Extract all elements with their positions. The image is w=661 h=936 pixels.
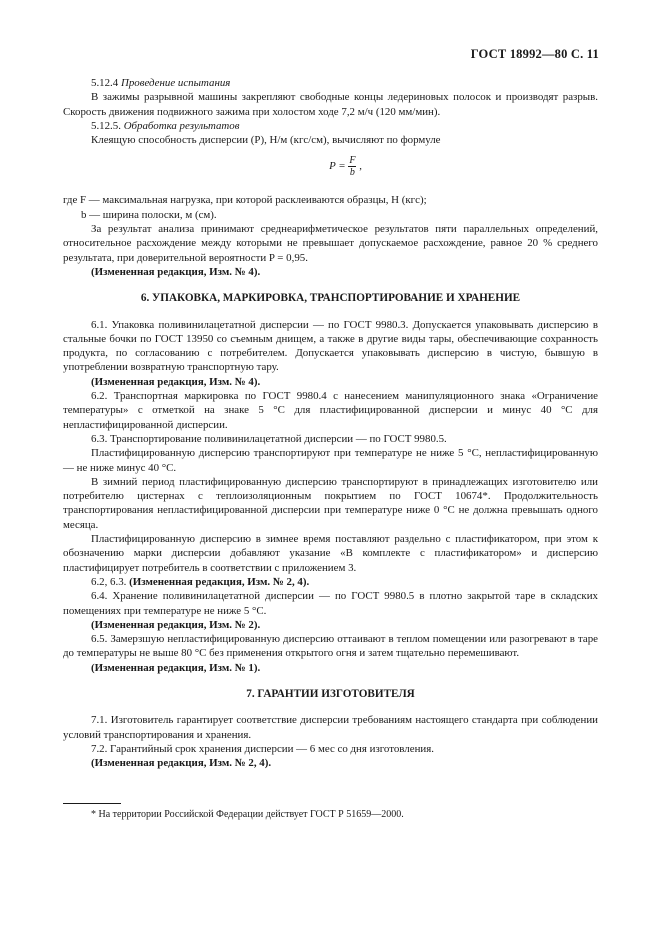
formula-lhs: P = bbox=[329, 160, 346, 173]
footnote-divider bbox=[63, 803, 121, 804]
formula-denominator: b bbox=[349, 167, 355, 179]
paragraph-6-5: 6.5. Замерзшую непластифицированную дисперсию оттаивают в теплом помещении или разогревают в таре до температуры не выше 80 °С без применения открытого огня и затем тщательно перемешивают. bbox=[63, 633, 598, 660]
paragraph-6-3: 6.3. Транспортирование поливинилацетатной дисперсии — по ГОСТ 9980.5. bbox=[91, 432, 447, 445]
paragraph-result: За результат анализа принимают среднеарифметическое результатов пяти параллельных определений, относительное расхождение между которыми не превышает допускаемое расхождение, равное 20 % среднего результата, при доверительной вероятности P = 0,95. bbox=[63, 223, 598, 264]
footnote: * На территории Российской Федерации действует ГОСТ Р 51659—2000. bbox=[91, 809, 404, 820]
page-content bbox=[63, 76, 598, 770]
subsection-5-12-4: 5.12.4 Проведение испытания bbox=[91, 77, 231, 89]
paragraph-6-2: 6.2. Транспортная маркировка по ГОСТ 9980.4 с нанесением манипуляционного знака «Ограничение температуры» с отметкой на знаке 5 °С для пластифицированной дисперсии и минус 40 °С для непластифицированной дисперсии. bbox=[63, 390, 598, 431]
edition-note: (Измененная редакция, Изм. № 4). bbox=[91, 375, 261, 388]
paragraph-where-f: где F — максимальная нагрузка, при которой расклеиваются образцы, Н (кгс); bbox=[63, 194, 427, 207]
subsection-5-12-5: 5.12.5. Обработка результатов bbox=[91, 119, 240, 132]
section-6-heading: 6. УПАКОВКА, МАРКИРОВКА, ТРАНСПОРТИРОВАНИЕ И ХРАНЕНИЕ bbox=[140, 292, 521, 305]
paragraph-6-3-d: Пластифицированную дисперсию в зимнее время поставляют раздельно с пластификатором, при этом к обозначению марки дисперсии добавляют указание «В комплекте с пластификатором» и дисперсию пластифицирует потребитель в соответствии с приложением 3. bbox=[63, 533, 598, 574]
subsection-title: Обработка результатов bbox=[123, 119, 240, 132]
paragraph-test: В зажимы разрывной машины закрепляют свободные концы ледериновых полосок и производят разрыв. Скорость движения подвижного зажима при холостом ходе 7,2 м/ч (120 мм/мин). bbox=[63, 91, 598, 118]
paragraph-6-3-c: В зимний период пластифицированную дисперсию транспортируют в принадлежащих изготовителю или потребителю цистернах с теплоизоляционным покрытием по ГОСТ 10674*. Продолжительность транспортирования непластифицированной дисперсии при температуре ниже 0 °С не должна превышать одного месяца. bbox=[63, 475, 598, 531]
edition-note: (Измененная редакция, Изм. № 1). bbox=[91, 661, 261, 674]
paragraph-6-4: 6.4. Хранение поливинилацетатной дисперсии — по ГОСТ 9980.5 в плотно закрытой таре в складских помещениях при температуре не ниже 5 °С. bbox=[63, 590, 598, 617]
edition-note: (Измененная редакция, Изм. № 2). bbox=[91, 618, 261, 631]
paragraph-7-2: 7.2. Гарантийный срок хранения дисперсии — 6 мес со дня изготовления. bbox=[91, 742, 434, 755]
page-header: ГОСТ 18992—80 С. 11 bbox=[470, 47, 599, 61]
edition-note-6-2-6-3: 6.2, 6.3. (Измененная редакция, Изм. № 2, 4). bbox=[91, 575, 310, 588]
subsection-title: Проведение испытания bbox=[120, 77, 231, 89]
formula-numerator: F bbox=[349, 155, 356, 167]
paragraph-6-1: 6.1. Упаковка поливинилацетатной дисперсии — по ГОСТ 9980.3. Допускается упаковывать дисперсию в стальные бочки по ГОСТ 13950 со съемным днищем, а также в другие виды тары, обеспечивающие сохранность продукта, по согласованию с потребителем. Допускается упаковывать дисперсию в чистую, бывшую в употреблении возвратную транспортную тару. bbox=[63, 318, 598, 374]
paragraph-6-3-b: Пластифицированную дисперсию транспортируют при температуре не ниже 5 °С, непластифицированную — не ниже минус 40 °С. bbox=[63, 447, 598, 474]
paragraph-formula-intro: Клеящую способность дисперсии (P), Н/м (кгс/см), вычисляют по формуле bbox=[91, 134, 441, 147]
formula-fraction bbox=[348, 155, 356, 178]
paragraph-where-b: b — ширина полоски, м (см). bbox=[81, 208, 217, 221]
paragraph-7-1: 7.1. Изготовитель гарантирует соответствие дисперсии требованиям настоящего стандарта при соблюдении условий транспортирования и хранения. bbox=[63, 714, 598, 741]
section-7-heading: 7. ГАРАНТИИ ИЗГОТОВИТЕЛЯ bbox=[246, 687, 415, 700]
edition-note: (Измененная редакция, Изм. № 2, 4). bbox=[91, 757, 272, 770]
formula: P = $\frac{F}{b}$ , bbox=[329, 155, 362, 179]
edition-note: (Измененная редакция, Изм. № 4). bbox=[91, 265, 261, 278]
